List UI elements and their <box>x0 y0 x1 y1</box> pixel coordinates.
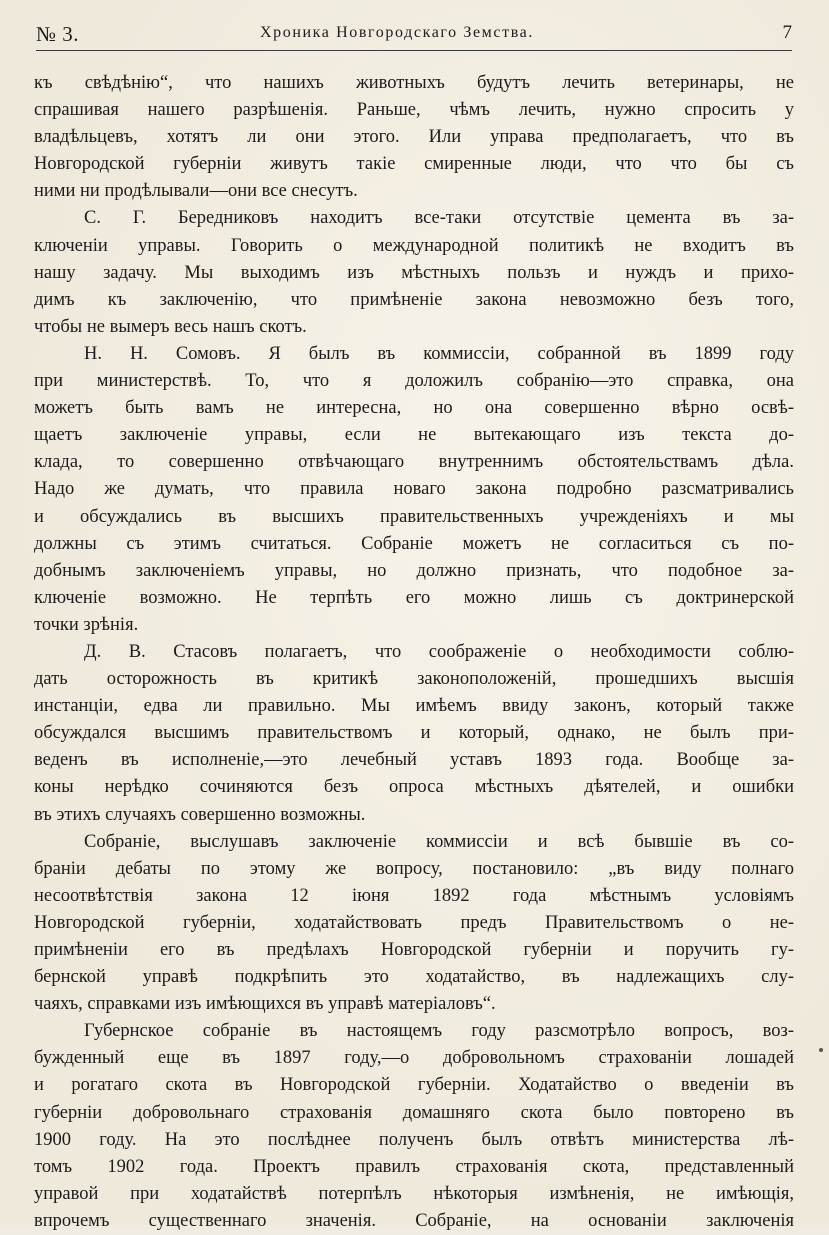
text-line: димъ къ заключенію, что примѣненіе закона невозможно безъ того, <box>34 289 794 310</box>
text-line: въ этихъ случаяхъ совершенно возможны. <box>34 804 366 825</box>
text-line: браніи дебаты по этому же вопросу, постановило: „въ виду полнаго <box>34 858 794 879</box>
text-line: къ свѣдѣнію“, что нашихъ животныхъ будутъ лечить ветеринары, не <box>34 73 794 93</box>
running-title: Хроника Новгородскаго Земства. <box>260 24 534 41</box>
text-line: и рогатаго скота въ Новгородской губерніи. Ходатайство о введеніи въ <box>34 1075 794 1096</box>
text-line: Надо же думать, что правила новаго закона подробно разсматривались <box>34 479 794 500</box>
text-line: чаяхъ, справками изъ имѣющихся въ управѣ матеріаловъ“. <box>34 994 496 1015</box>
text-line: обсуждался высшимъ правительствомъ и который, однако, не былъ при- <box>34 723 794 744</box>
text-line: Новгородской губерніи живутъ такіе смиренные люди, что что бы съ <box>34 154 794 175</box>
text-line: несоотвѣтствія закона 12 іюня 1892 года мѣстнымъ условіямъ <box>34 885 794 906</box>
ink-speck <box>819 1048 823 1052</box>
text-line: и обсуждались въ высшихъ правительственныхъ учрежденіяхъ и мы <box>34 506 794 527</box>
issue-number: № 3. <box>36 22 80 46</box>
text-line: ними ни продѣлывали—они все снесутъ. <box>34 181 358 202</box>
text-line: щаетъ заключеніе управы, если не вытекающаго изъ текста до- <box>34 425 794 446</box>
header-rule <box>36 50 792 51</box>
page-header <box>36 20 792 50</box>
text-line: спрашивая нашего разрѣшенія. Раньше, чѣмъ лечить, нужно спросить у <box>34 100 794 121</box>
paragraph-start: Собраніе, выслушавъ заключеніе коммиссіи и всѣ бывшіе въ со- <box>84 831 794 852</box>
text-line: точки зрѣнія. <box>34 614 139 635</box>
text-line: 1900 году. На это послѣднее полученъ былъ отвѣтъ министерства лѣ- <box>34 1129 794 1150</box>
text-line: ключеніе возможно. Не терпѣть его можно лишь съ доктринерской <box>34 587 794 608</box>
text-line: томъ 1902 года. Проектъ правилъ страхованія скота, представленный <box>34 1156 794 1177</box>
paragraph-start: Н. Н. Сомовъ. Я былъ въ коммиссіи, собранной въ 1899 году <box>84 343 794 364</box>
text-line: коны нерѣдко сочиняются безъ опроса мѣстныхъ дѣятелей, и ошибки <box>34 777 794 798</box>
text-line: впрочемъ существеннаго значенія. Собраніе, на основаніи заключенія <box>34 1210 794 1231</box>
text-line: инстанціи, едва ли правильно. Мы имѣемъ ввиду законъ, который также <box>34 696 794 717</box>
text-line: чтобы не вымеръ весь нашъ скотъ. <box>34 316 307 337</box>
text-line: губерніи добровольнаго страхованія домашняго скота было повторено въ <box>34 1102 794 1123</box>
text-line: бернской управѣ подкрѣпить это ходатайство, въ надлежащихъ слу- <box>34 967 794 988</box>
text-line: примѣненіи его въ предѣлахъ Новгородской губерніи и поручить гу- <box>34 940 794 960</box>
text-line: добнымъ заключеніемъ управы, но должно признать, что подобное за- <box>34 560 794 581</box>
paragraph-start: Д. В. Стасовъ полагаетъ, что соображеніе о необходимости соблю- <box>84 641 794 662</box>
text-line: Новгородской губерніи, ходатайствовать предъ Правительствомъ о не- <box>34 912 794 933</box>
text-line: можетъ быть вамъ не интересна, но она совершенно вѣрно освѣ- <box>34 398 794 419</box>
text-line: управой при ходатайствѣ потерпѣлъ нѣкоторыя измѣненія, не имѣющія, <box>34 1183 794 1204</box>
text-line: ключеніи управы. Говорить о международной политикѣ не входитъ въ <box>34 235 794 256</box>
paragraph-start: С. Г. Бередниковъ находитъ все-таки отсутствіе цемента въ за- <box>84 208 794 229</box>
body-text <box>34 70 794 1235</box>
text-line: веденъ въ исполненіе,—это лечебный уставъ 1893 года. Вообще за- <box>34 750 794 771</box>
text-line: бужденный еще въ 1897 году,—о добровольномъ страхованіи лошадей <box>34 1048 794 1069</box>
text-line: при министерствѣ. То, что я доложилъ собранію—это справка, она <box>34 371 794 392</box>
text-line: нашу задачу. Мы выходимъ изъ мѣстныхъ пользъ и нуждъ и прихо- <box>34 262 794 283</box>
text-line: клада, то совершенно отвѣчающаго внутреннимъ обстоятельствамъ дѣла. <box>34 452 794 473</box>
page-number: 7 <box>782 22 792 43</box>
paragraph-start: Губернское собраніе въ настоящемъ году разсмотрѣло вопросъ, воз- <box>84 1021 794 1042</box>
text-line: должны съ этимъ считаться. Собраніе можетъ не согласиться съ по- <box>34 533 794 554</box>
text-line: владѣльцевъ, хотятъ ли они этого. Или управа предполагаетъ, что въ <box>34 127 794 148</box>
text-line: дать осторожность въ критикѣ законоположеній, прошедшихъ высшія <box>34 669 794 690</box>
